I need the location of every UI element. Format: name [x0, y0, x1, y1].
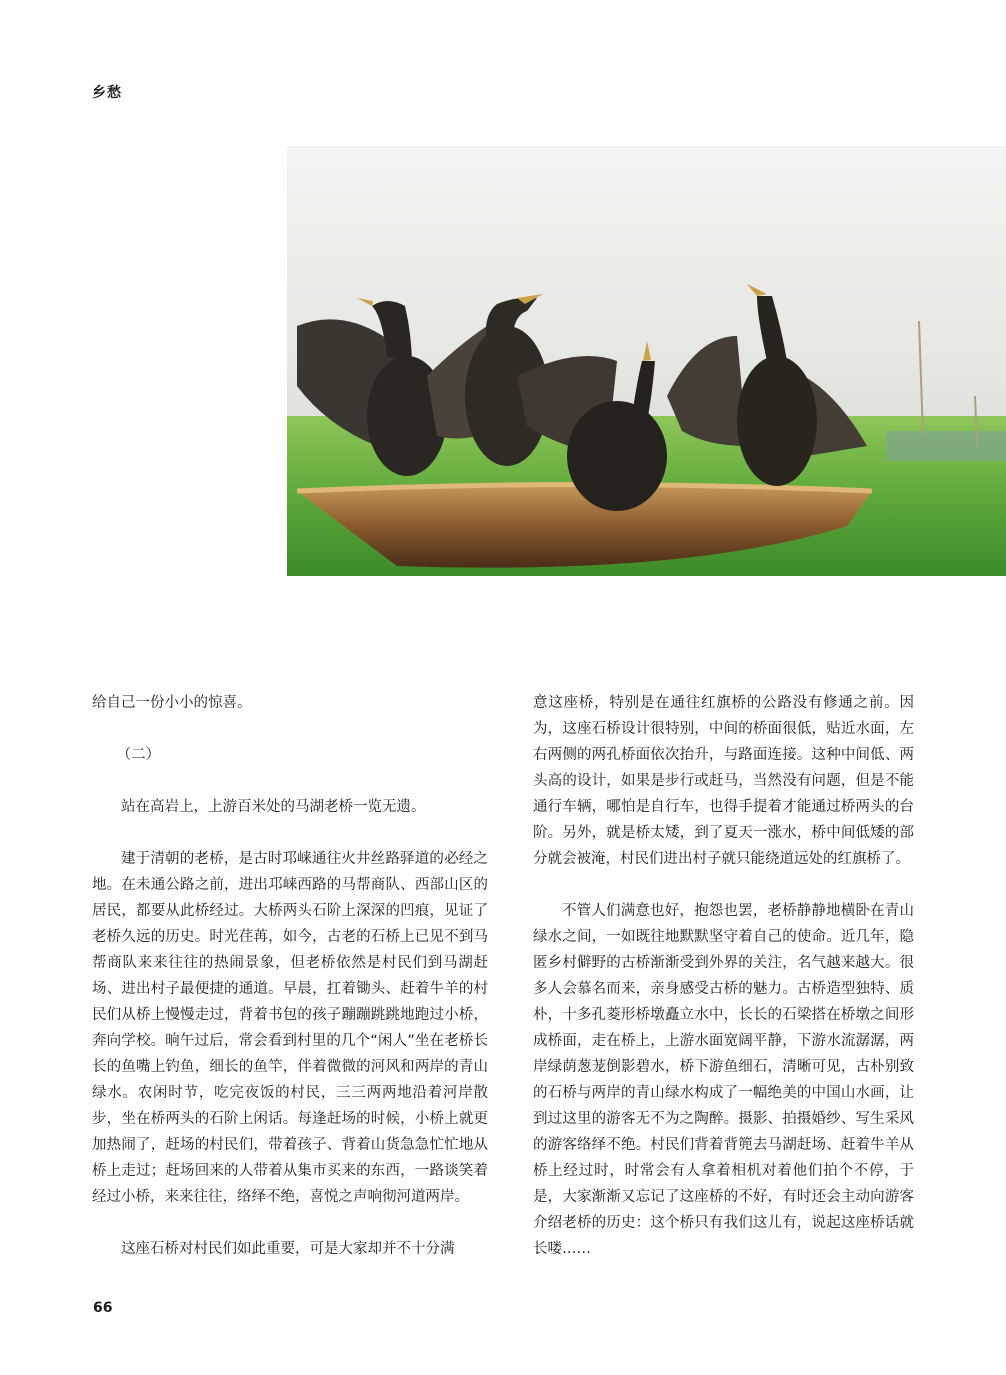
paragraph: 给自己一份小小的惊喜。	[92, 695, 252, 711]
paragraph: 站在高岩上，上游百米处的马湖老桥一览无遗。	[121, 799, 426, 815]
subheading: （二）	[116, 747, 161, 763]
section-label: 乡愁	[92, 85, 122, 101]
page-number: 66	[93, 1300, 113, 1316]
left-column	[92, 690, 488, 1262]
cormorant-photo	[287, 146, 1006, 576]
paragraph: 不管人们满意也好，抱怨也罢，老桥静静地横卧在青山绿水之间，一如既往地默默坚守着自己的使命。近几年，隐匿乡村僻野的古桥渐渐受到外界的关注，名气越来越大。很多人会慕名而来，亲身感受古桥的魅力。古桥造型独特、质朴，十多孔菱形桥墩矗立水中，长长的石梁搭在桥墩之间形成桥面，走在桥上，上游水面宽阔平静，下游水流潺潺，两岸绿荫葱茏倒影碧水，桥下游鱼细石，清晰可见，古朴别致的石桥与两岸的青山绿水构成了一幅绝美的中国山水画，让到过这里的游客无不为之陶醉。摄影、拍摄婚纱、写生采风的游客络绎不绝。村民们背着背篼去马湖赶场、赶着牛羊从桥上经过时，时常会有人拿着相机对着他们拍个不停，于是，大家渐渐又忘记了这座桥的不好，有时还会主动向游客介绍老桥的历史：这个桥只有我们这儿有，说起这座桥话就长喽……	[533, 903, 914, 1257]
paragraph: 意这座桥，特别是在通往红旗桥的公路没有修通之前。因为，这座石桥设计很特别，中间的桥面很低，贴近水面，左右两侧的两孔桥面依次抬升，与路面连接。这种中间低、两头高的设计，如果是步行或赶马，当然没有问题，但是不能通行车辆，哪怕是自行车，也得手提着才能通过桥两头的台阶。另外，就是桥太矮，到了夏天一涨水，桥中间低矮的部分就会被淹，村民们进出村子就只能绕道远处的红旗桥了。	[533, 695, 914, 867]
paragraph: 建于清朝的老桥，是古时邛崃通往火井丝路驿道的必经之地。在未通公路之前，进出邛崃西路的马帮商队、西部山区的居民，都要从此桥经过。大桥两头石阶上深深的凹痕，见证了老桥久远的历史。时光荏苒，如今，古老的石桥上已见不到马帮商队来来往往的热闹景象，但老桥依然是村民们到马湖赶场、进出村子最便捷的通道。早晨，扛着锄头、赶着牛羊的村民们从桥上慢慢走过，背着书包的孩子蹦蹦跳跳地跑过小桥，奔向学校。晌午过后，常会看到村里的几个“闲人”坐在老桥长长的鱼嘴上钓鱼，细长的鱼竿，伴着微微的河风和两岸的青山绿水。农闲时节，吃完夜饭的村民，三三两两地沿着河岸散步，坐在桥两头的石阶上闲话。每逢赶场的时候，小桥上就更加热闹了，赶场的村民们，带着孩子、背着山货急急忙忙地从桥上走过；赶场回来的人带着从集市买来的东西，一路谈笑着经过小桥，来来往往，络绎不绝，喜悦之声响彻河道两岸。	[92, 851, 488, 1205]
paragraph: 这座石桥对村民们如此重要，可是大家却并不十分满	[121, 1241, 455, 1257]
right-column	[533, 690, 914, 1262]
